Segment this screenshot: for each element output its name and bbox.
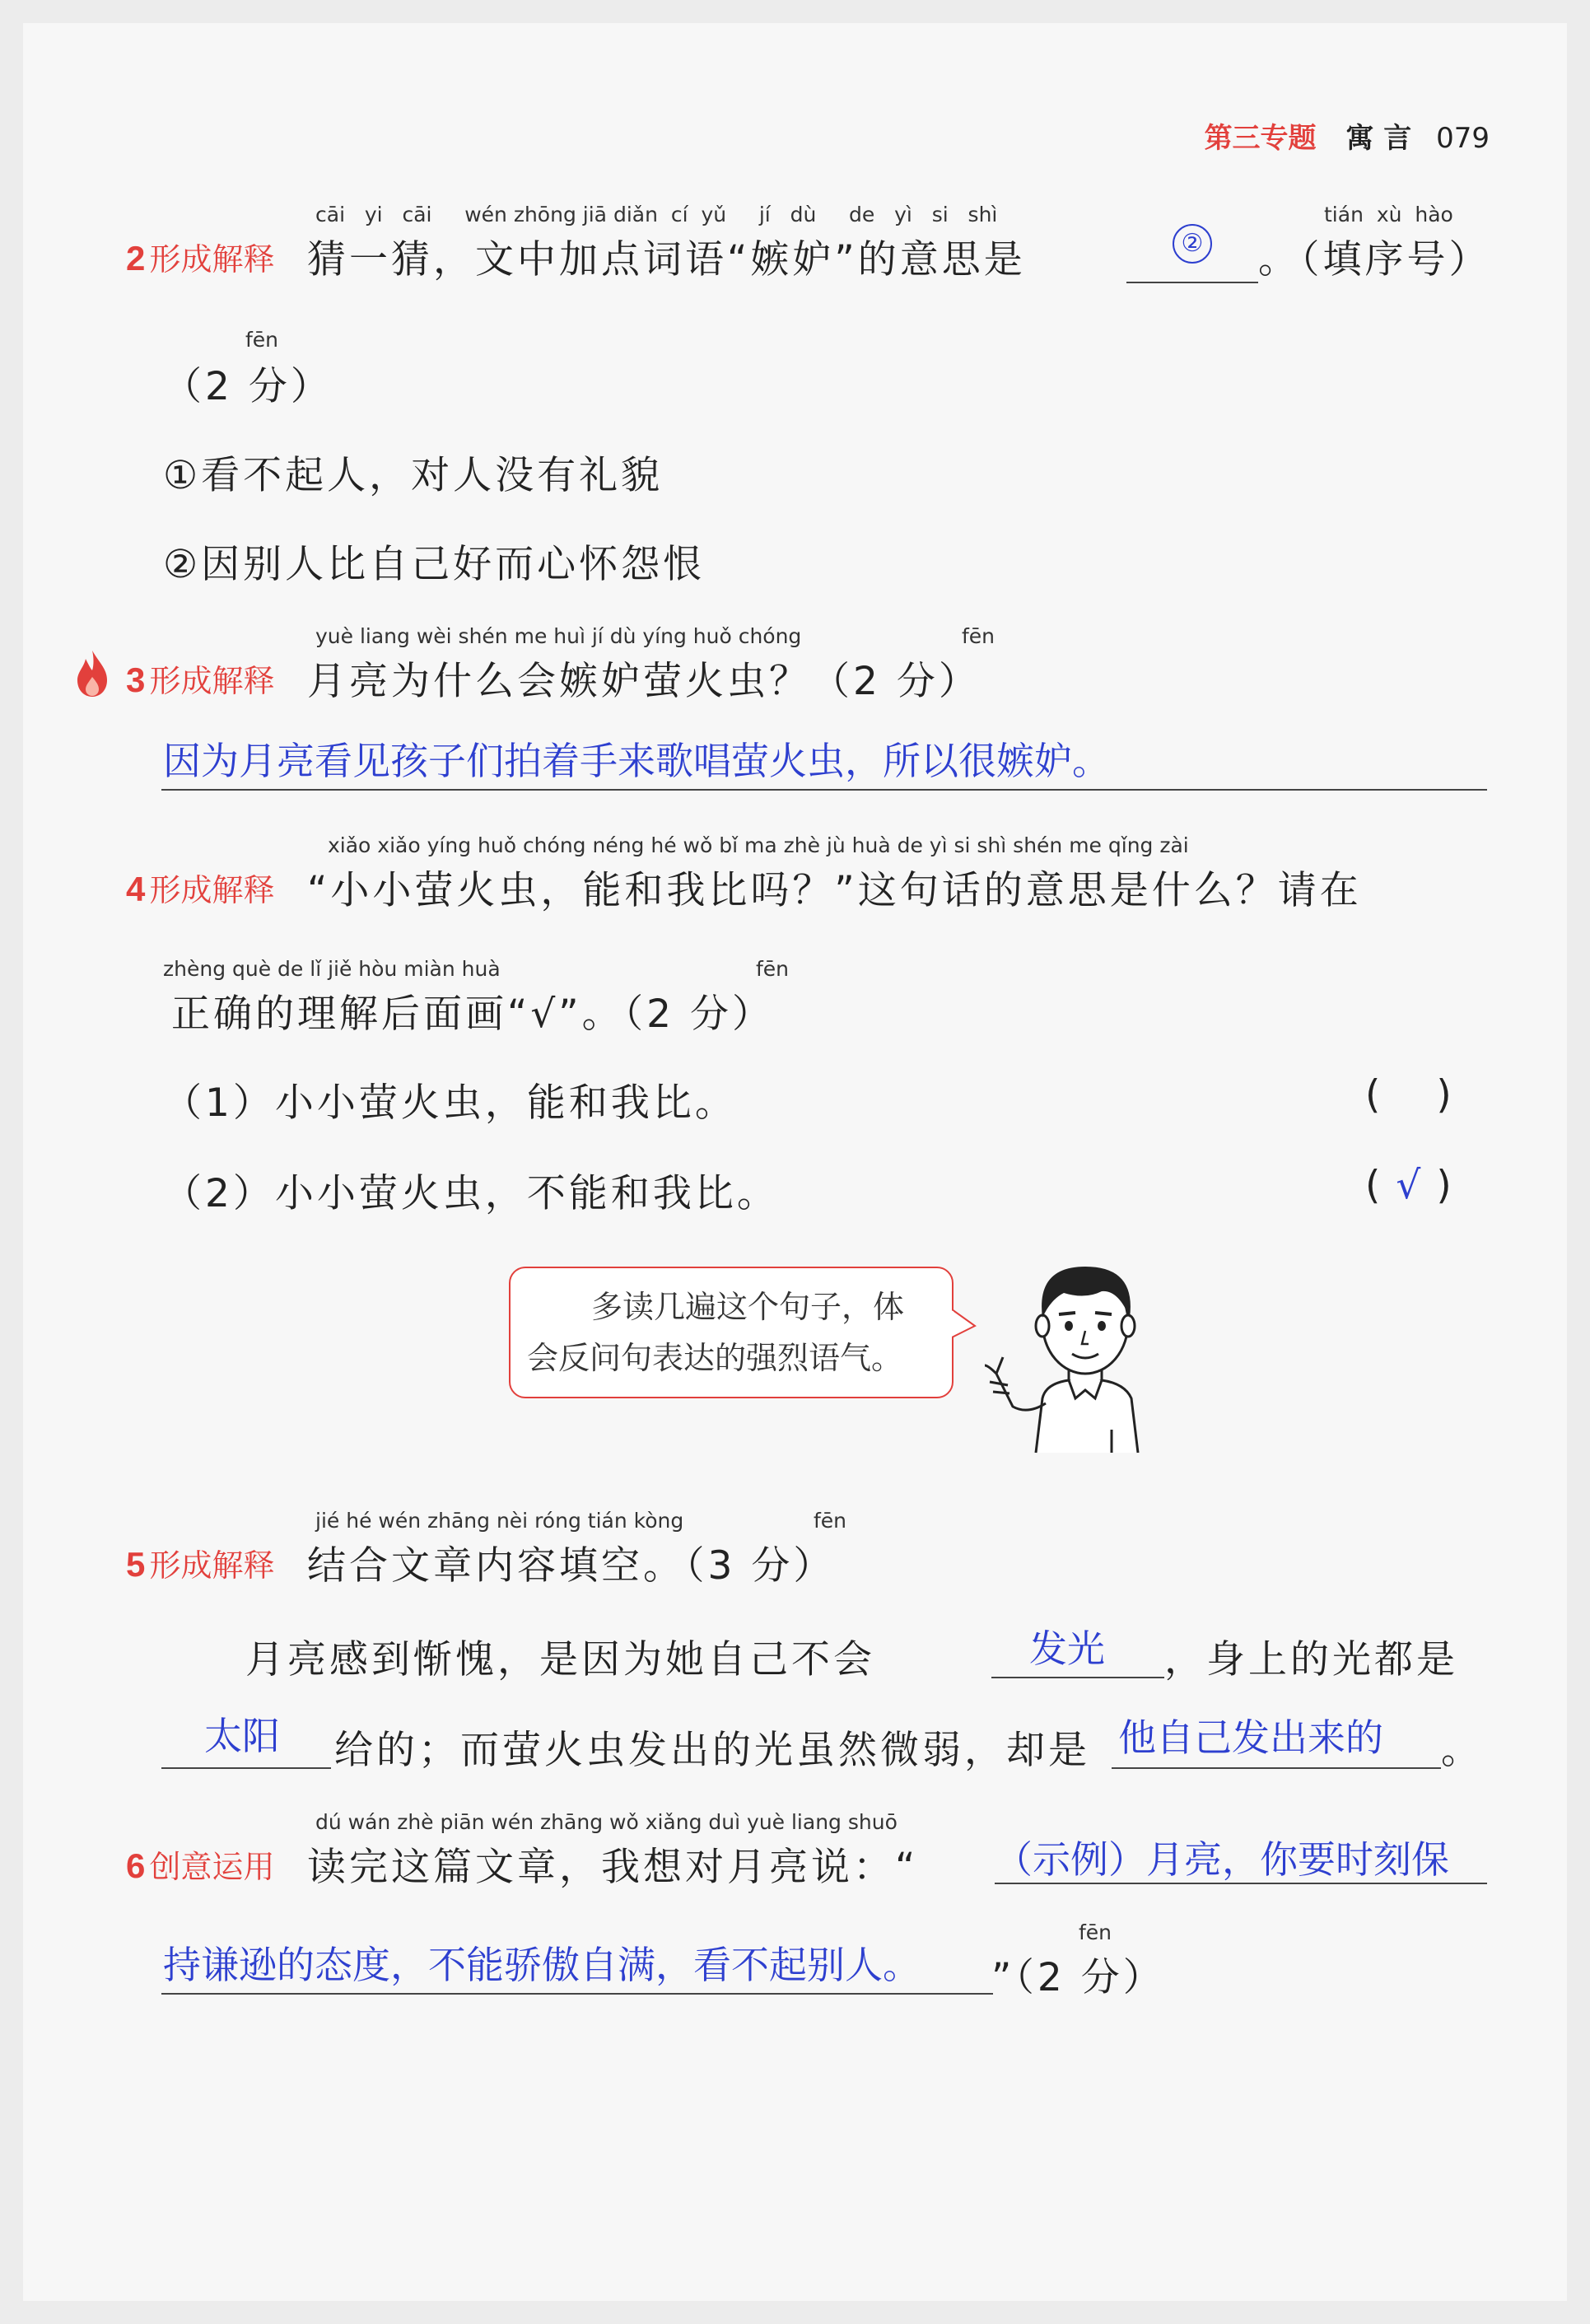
q4-label: [126, 865, 274, 910]
q2-suffix: 。（填序号）: [1258, 237, 1491, 282]
bubble-tail-icon: [952, 1308, 977, 1341]
q3-question: 月亮为什么会嫉妒萤火虫？（2 分）: [307, 659, 981, 704]
tip-bubble: [509, 1267, 954, 1398]
q2-answer: ②: [1173, 224, 1212, 264]
q4-option-2-mark: √: [1396, 1163, 1424, 1208]
q5-line1-pre: 月亮感到惭愧，是因为她自己不会: [245, 1637, 875, 1682]
q5-score-pinyin: fēn: [814, 1509, 847, 1533]
q2-number: 2: [126, 239, 146, 278]
q5-blank1: 发光: [1029, 1626, 1105, 1671]
q4-question-1: “小小萤火虫，能和我比吗？”这句话的意思是什么？请在: [307, 868, 1362, 913]
q5-question: 结合文章内容填空。（3 分）: [307, 1543, 836, 1589]
q6-question: 读完这篇文章，我想对月亮说：“: [307, 1845, 919, 1890]
q3-answer-line: [161, 789, 1487, 791]
q2-option-2: ②因别人比自己好而心怀怨恨: [163, 542, 706, 587]
q4-option-2: （2）小小萤火虫，不能和我比。: [163, 1171, 779, 1216]
q3-score-pinyin: fēn: [962, 624, 995, 648]
q3-tag: 形成解释: [149, 663, 275, 699]
q6-answer-line-2: [161, 1993, 993, 1995]
q5-blank2-line: [161, 1767, 331, 1769]
q5-pinyin: jié hé wén zhāng nèi róng tián kòng: [315, 1509, 684, 1533]
q5-line1-post: ，身上的光都是: [1164, 1637, 1458, 1682]
q2-answer-blank: [1126, 282, 1258, 283]
q5-blank1-line: [991, 1677, 1164, 1678]
q6-answer-1: （示例）月亮，你要时刻保: [995, 1837, 1449, 1882]
q4-option-1-bracket[interactable]: ( ): [1365, 1072, 1455, 1118]
q2-score: （2 分）: [163, 364, 333, 409]
boy-illustration-icon: [978, 1242, 1201, 1456]
q6-label: [126, 1841, 274, 1887]
q4-question-2: 正确的理解后面画“√”。（2 分）: [171, 992, 774, 1037]
q4-pinyin-1: xiǎo xiǎo yíng huǒ chóng néng hé wǒ bǐ ma zhè jù huà de yì si shì shén me qǐng zài: [328, 833, 1189, 857]
topic-title: 寓 言: [1345, 122, 1412, 155]
q4-pinyin-2: zhèng què de lǐ jiě hòu miàn huà: [163, 957, 501, 981]
q4-number: 4: [126, 870, 146, 908]
q5-number: 5: [126, 1545, 146, 1584]
q5-line2-end: 。: [1441, 1728, 1483, 1773]
flame-icon: [74, 649, 110, 698]
q4-option-2-bracket[interactable]: ( √ ): [1365, 1163, 1455, 1208]
q6-score-pinyin: fēn: [1079, 1920, 1112, 1944]
q2-label: [126, 234, 274, 279]
q4-option-1: （1）小小萤火虫，能和我比。: [163, 1080, 737, 1126]
q3-label: [126, 656, 274, 701]
q4-tag: 形成解释: [149, 872, 275, 908]
section-title: 第三专题: [1204, 122, 1317, 155]
q2-pinyin-line: cāi yi cāi wén zhōng jiā diǎn cí yǔ jí dù de yì si shì: [315, 203, 998, 226]
q5-blank3: 他自己发出来的: [1118, 1715, 1383, 1760]
q6-number: 6: [126, 1846, 146, 1885]
q3-answer: 因为月亮看见孩子们拍着手来歌唱萤火虫，所以很嫉妒。: [163, 739, 1110, 783]
q6-tag: 创意运用: [149, 1849, 275, 1885]
q4-score-pinyin: fēn: [756, 957, 790, 981]
q2-score-pinyin: fēn: [245, 328, 279, 352]
q2-tag: 形成解释: [149, 241, 275, 278]
q5-blank2: 太阳: [204, 1714, 280, 1758]
q6-answer-2: 持谦逊的态度，不能骄傲自满，看不起别人。: [163, 1943, 921, 1987]
q5-label: [126, 1540, 274, 1585]
q5-blank3-line: [1112, 1767, 1441, 1769]
q5-line2-mid: 给的；而萤火虫发出的光虽然微弱，却是: [334, 1728, 1090, 1773]
q6-pinyin: dú wán zhè piān wén zhāng wǒ xiǎng duì yuè liang shuō: [315, 1810, 898, 1834]
page-number: 079: [1436, 122, 1490, 155]
q6-suffix: ”（2 分）: [991, 1955, 1165, 2000]
q2-question: 猜一猜，文中加点词语“嫉妒”的意思是: [307, 237, 1026, 282]
q3-number: 3: [126, 660, 146, 699]
q5-tag: 形成解释: [149, 1547, 275, 1584]
q3-pinyin: yuè liang wèi shén me huì jí dù yíng huǒ chóng: [315, 624, 802, 648]
workbook-page: [23, 23, 1567, 2301]
page-header: [1205, 115, 1490, 156]
q2-pinyin-tail: tián xù hào: [1324, 203, 1453, 226]
q2-option-1: ①看不起人，对人没有礼貌: [163, 453, 664, 498]
tip-text: 多读几遍这个句子，体 会反问句表达的强烈语气。: [527, 1289, 905, 1376]
q6-answer-line-1: [995, 1883, 1487, 1884]
